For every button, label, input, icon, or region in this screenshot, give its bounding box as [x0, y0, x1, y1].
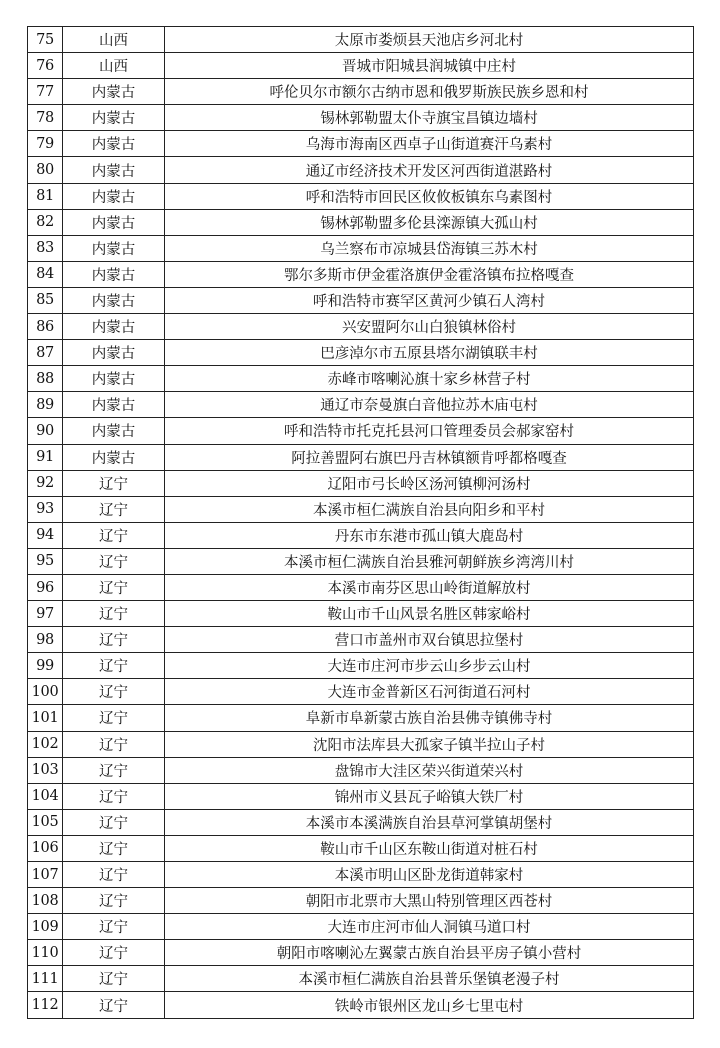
- row-number-cell: 102: [28, 731, 63, 757]
- province-cell: 辽宁: [63, 783, 165, 809]
- table-row: [28, 261, 694, 287]
- province-cell: 内蒙古: [63, 235, 165, 261]
- province-cell: 辽宁: [63, 914, 165, 940]
- province-cell: 内蒙古: [63, 392, 165, 418]
- village-name-cell: 锡林郭勒盟太仆寺旗宝昌镇边墙村: [165, 105, 694, 131]
- row-number-cell: 86: [28, 314, 63, 340]
- village-name-cell: 盘锦市大洼区荣兴街道荣兴村: [165, 757, 694, 783]
- row-number-cell: 91: [28, 444, 63, 470]
- table-row: [28, 862, 694, 888]
- table-row: [28, 548, 694, 574]
- row-number-cell: 98: [28, 627, 63, 653]
- province-cell: 内蒙古: [63, 183, 165, 209]
- village-name-cell: 本溪市桓仁满族自治县普乐堡镇老漫子村: [165, 966, 694, 992]
- province-cell: 辽宁: [63, 470, 165, 496]
- table-row: [28, 418, 694, 444]
- village-name-cell: 鞍山市千山区东鞍山街道对桩石村: [165, 835, 694, 861]
- province-cell: 内蒙古: [63, 418, 165, 444]
- village-name-cell: 本溪市桓仁满族自治县雅河朝鲜族乡湾湾川村: [165, 548, 694, 574]
- table-row: [28, 783, 694, 809]
- row-number-cell: 97: [28, 601, 63, 627]
- province-cell: 内蒙古: [63, 79, 165, 105]
- province-cell: 辽宁: [63, 496, 165, 522]
- table-row: [28, 574, 694, 600]
- table-row: [28, 522, 694, 548]
- village-name-cell: 乌兰察布市凉城县岱海镇三苏木村: [165, 235, 694, 261]
- table-row: [28, 679, 694, 705]
- province-cell: 辽宁: [63, 601, 165, 627]
- row-number-cell: 105: [28, 809, 63, 835]
- province-cell: 辽宁: [63, 940, 165, 966]
- table-row: [28, 183, 694, 209]
- row-number-cell: 110: [28, 940, 63, 966]
- village-name-cell: 呼伦贝尔市额尔古纳市恩和俄罗斯族民族乡恩和村: [165, 79, 694, 105]
- row-number-cell: 101: [28, 705, 63, 731]
- province-cell: 辽宁: [63, 862, 165, 888]
- province-cell: 内蒙古: [63, 314, 165, 340]
- village-name-cell: 铁岭市银州区龙山乡七里屯村: [165, 992, 694, 1018]
- village-name-cell: 本溪市明山区卧龙街道韩家村: [165, 862, 694, 888]
- province-cell: 辽宁: [63, 835, 165, 861]
- table-row: [28, 209, 694, 235]
- province-cell: 内蒙古: [63, 157, 165, 183]
- row-number-cell: 83: [28, 235, 63, 261]
- province-cell: 山西: [63, 53, 165, 79]
- village-name-cell: 鞍山市千山风景名胜区韩家峪村: [165, 601, 694, 627]
- village-name-cell: 朝阳市喀喇沁左翼蒙古族自治县平房子镇小营村: [165, 940, 694, 966]
- row-number-cell: 103: [28, 757, 63, 783]
- table-row: [28, 835, 694, 861]
- row-number-cell: 93: [28, 496, 63, 522]
- row-number-cell: 99: [28, 653, 63, 679]
- village-list-table: [27, 26, 694, 1019]
- province-cell: 辽宁: [63, 522, 165, 548]
- province-cell: 山西: [63, 27, 165, 53]
- village-name-cell: 营口市盖州市双台镇思拉堡村: [165, 627, 694, 653]
- row-number-cell: 77: [28, 79, 63, 105]
- village-name-cell: 辽阳市弓长岭区汤河镇柳河汤村: [165, 470, 694, 496]
- row-number-cell: 81: [28, 183, 63, 209]
- province-cell: 内蒙古: [63, 209, 165, 235]
- village-name-cell: 本溪市桓仁满族自治县向阳乡和平村: [165, 496, 694, 522]
- village-name-cell: 丹东市东港市孤山镇大鹿岛村: [165, 522, 694, 548]
- table-body: [28, 27, 694, 1019]
- row-number-cell: 95: [28, 548, 63, 574]
- table-row: [28, 992, 694, 1018]
- row-number-cell: 85: [28, 287, 63, 313]
- table-row: [28, 888, 694, 914]
- village-name-cell: 呼和浩特市托克托县河口管理委员会郝家窑村: [165, 418, 694, 444]
- province-cell: 内蒙古: [63, 261, 165, 287]
- village-name-cell: 通辽市经济技术开发区河西街道湛路村: [165, 157, 694, 183]
- province-cell: 辽宁: [63, 731, 165, 757]
- table-row: [28, 366, 694, 392]
- table-row: [28, 340, 694, 366]
- table-row: [28, 314, 694, 340]
- row-number-cell: 100: [28, 679, 63, 705]
- row-number-cell: 89: [28, 392, 63, 418]
- province-cell: 辽宁: [63, 809, 165, 835]
- village-name-cell: 巴彦淖尔市五原县塔尔湖镇联丰村: [165, 340, 694, 366]
- province-cell: 内蒙古: [63, 105, 165, 131]
- province-cell: 内蒙古: [63, 444, 165, 470]
- row-number-cell: 79: [28, 131, 63, 157]
- province-cell: 内蒙古: [63, 340, 165, 366]
- province-cell: 辽宁: [63, 574, 165, 600]
- row-number-cell: 87: [28, 340, 63, 366]
- row-number-cell: 108: [28, 888, 63, 914]
- village-name-cell: 太原市娄烦县天池店乡河北村: [165, 27, 694, 53]
- table-row: [28, 653, 694, 679]
- row-number-cell: 78: [28, 105, 63, 131]
- row-number-cell: 76: [28, 53, 63, 79]
- table-row: [28, 444, 694, 470]
- village-name-cell: 大连市庄河市步云山乡步云山村: [165, 653, 694, 679]
- row-number-cell: 80: [28, 157, 63, 183]
- row-number-cell: 107: [28, 862, 63, 888]
- row-number-cell: 106: [28, 835, 63, 861]
- table-row: [28, 705, 694, 731]
- row-number-cell: 104: [28, 783, 63, 809]
- village-name-cell: 呼和浩特市回民区攸攸板镇东乌素图村: [165, 183, 694, 209]
- table-row: [28, 157, 694, 183]
- province-cell: 内蒙古: [63, 366, 165, 392]
- province-cell: 辽宁: [63, 757, 165, 783]
- table-row: [28, 235, 694, 261]
- province-cell: 辽宁: [63, 679, 165, 705]
- table-row: [28, 940, 694, 966]
- row-number-cell: 96: [28, 574, 63, 600]
- row-number-cell: 88: [28, 366, 63, 392]
- village-name-cell: 赤峰市喀喇沁旗十家乡林营子村: [165, 366, 694, 392]
- table-row: [28, 470, 694, 496]
- province-cell: 辽宁: [63, 548, 165, 574]
- table-row: [28, 105, 694, 131]
- table-row: [28, 27, 694, 53]
- province-cell: 内蒙古: [63, 287, 165, 313]
- village-name-cell: 鄂尔多斯市伊金霍洛旗伊金霍洛镇布拉格嘎查: [165, 261, 694, 287]
- table-row: [28, 809, 694, 835]
- village-name-cell: 呼和浩特市赛罕区黄河少镇石人湾村: [165, 287, 694, 313]
- village-name-cell: 大连市庄河市仙人洞镇马道口村: [165, 914, 694, 940]
- province-cell: 辽宁: [63, 992, 165, 1018]
- table-row: [28, 966, 694, 992]
- table-row: [28, 287, 694, 313]
- village-name-cell: 晋城市阳城县润城镇中庄村: [165, 53, 694, 79]
- village-name-cell: 朝阳市北票市大黑山特别管理区西苍村: [165, 888, 694, 914]
- row-number-cell: 109: [28, 914, 63, 940]
- row-number-cell: 90: [28, 418, 63, 444]
- village-list-table-container: [27, 26, 694, 1019]
- village-name-cell: 本溪市南芬区思山岭街道解放村: [165, 574, 694, 600]
- province-cell: 辽宁: [63, 653, 165, 679]
- table-row: [28, 627, 694, 653]
- village-name-cell: 沈阳市法库县大孤家子镇半拉山子村: [165, 731, 694, 757]
- province-cell: 辽宁: [63, 888, 165, 914]
- row-number-cell: 92: [28, 470, 63, 496]
- row-number-cell: 82: [28, 209, 63, 235]
- row-number-cell: 75: [28, 27, 63, 53]
- row-number-cell: 94: [28, 522, 63, 548]
- village-name-cell: 阜新市阜新蒙古族自治县佛寺镇佛寺村: [165, 705, 694, 731]
- table-row: [28, 757, 694, 783]
- village-name-cell: 锡林郭勒盟多伦县滦源镇大孤山村: [165, 209, 694, 235]
- village-name-cell: 兴安盟阿尔山白狼镇林俗村: [165, 314, 694, 340]
- village-name-cell: 锦州市义县瓦子峪镇大铁厂村: [165, 783, 694, 809]
- village-name-cell: 通辽市奈曼旗白音他拉苏木庙屯村: [165, 392, 694, 418]
- table-row: [28, 53, 694, 79]
- table-row: [28, 731, 694, 757]
- province-cell: 辽宁: [63, 966, 165, 992]
- table-row: [28, 914, 694, 940]
- row-number-cell: 111: [28, 966, 63, 992]
- village-name-cell: 大连市金普新区石河街道石河村: [165, 679, 694, 705]
- province-cell: 辽宁: [63, 705, 165, 731]
- table-row: [28, 496, 694, 522]
- table-row: [28, 79, 694, 105]
- village-name-cell: 本溪市本溪满族自治县草河掌镇胡堡村: [165, 809, 694, 835]
- village-name-cell: 阿拉善盟阿右旗巴丹吉林镇额肯呼都格嘎查: [165, 444, 694, 470]
- row-number-cell: 112: [28, 992, 63, 1018]
- table-row: [28, 392, 694, 418]
- table-row: [28, 131, 694, 157]
- province-cell: 辽宁: [63, 627, 165, 653]
- row-number-cell: 84: [28, 261, 63, 287]
- table-row: [28, 601, 694, 627]
- village-name-cell: 乌海市海南区西卓子山街道赛汗乌素村: [165, 131, 694, 157]
- province-cell: 内蒙古: [63, 131, 165, 157]
